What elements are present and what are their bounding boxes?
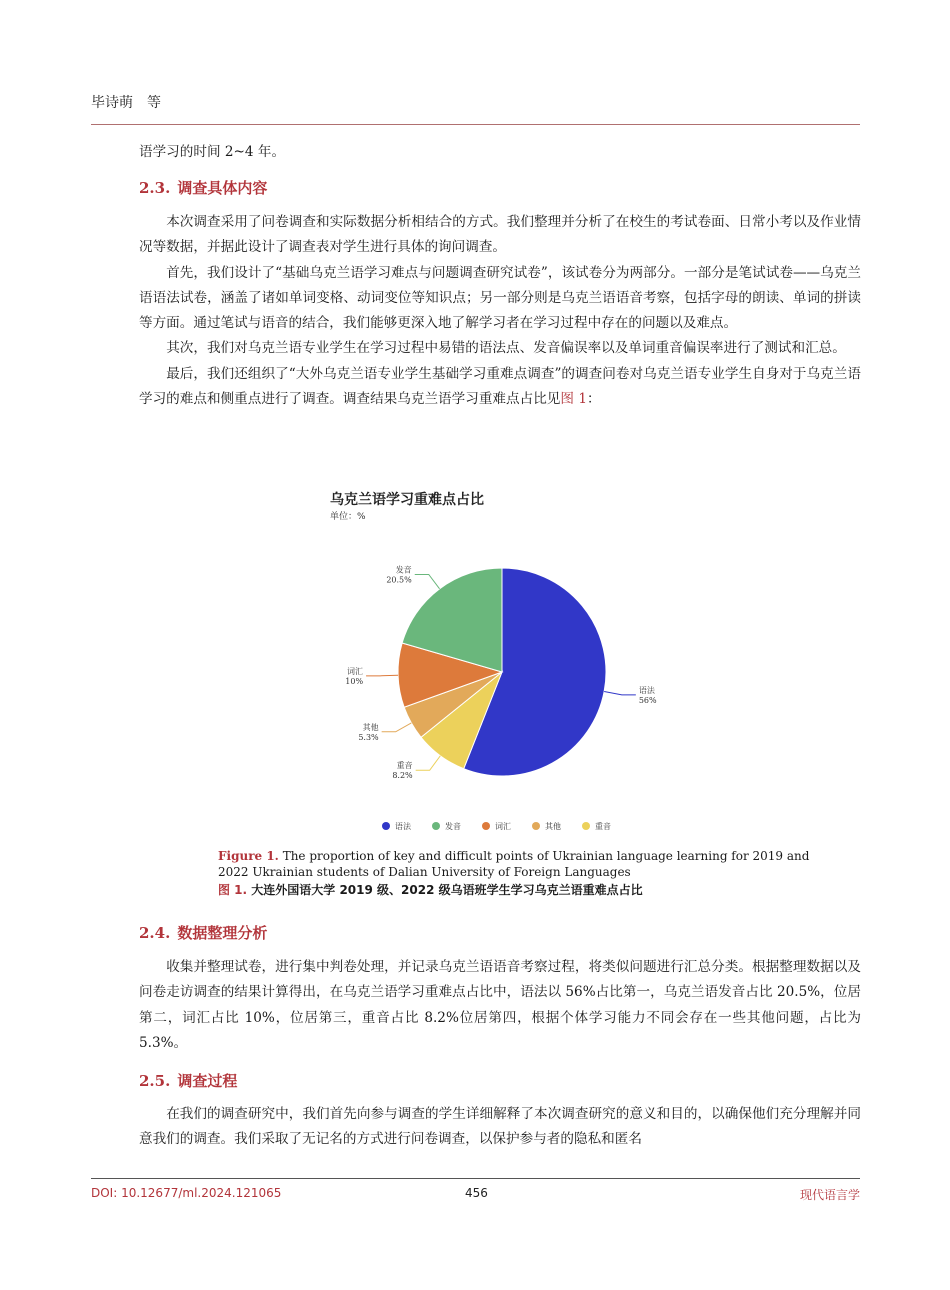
paragraph: 首先，我们设计了“基础乌克兰语学习难点与问题调查研究试卷”，该试卷分为两部分。一部分是笔试试卷——乌克兰语语法试卷，涵盖了诸如单词变格、动词变位等知识点；另一部分则是乌克兰语语音考察，包括字母的朗读、单词的拼读等方面。通过笔试与语音的结合，我们能够更深入地了解学习者在学习过程中存在的问题以及难点。 [139,264,861,332]
section-number: 2.5. [139,1072,171,1090]
section-heading-2-3 [139,177,267,198]
legend-label: 发音 [445,822,461,831]
section-title: 调查过程 [177,1072,238,1090]
leader-line [416,756,441,770]
paragraph [139,362,861,413]
paragraph-end: ： [586,391,601,408]
slice-label-name: 词汇 [347,666,364,676]
figure-label-cn: 图 1. [218,883,248,897]
footer-doi[interactable]: DOI: 10.12677/ml.2024.121065 [91,1186,282,1200]
legend-swatch [532,822,540,830]
slice-label-value: 56% [638,695,657,705]
caption-en-line1: The proportion of key and difficult points of Ukrainian language learning for 2019 and [282,849,810,863]
leader-line [415,574,440,588]
legend-label: 词汇 [495,822,511,831]
slice-label-name: 发音 [395,565,412,575]
section-number: 2.3. [139,179,171,197]
slice-label-name: 其他 [362,722,379,732]
footer-rule [91,1178,860,1179]
chart-title: 乌克兰语学习重难点占比 [330,492,484,508]
intro-fragment [139,140,861,165]
footer-journal-name: 现代语言学 [799,1188,860,1202]
paragraph: 收集并整理试卷，进行集中判卷处理，并记录乌克兰语语音考察过程，将类似问题进行汇总分类。根据整理数据以及问卷走访调查的结果计算得出，在乌克兰语学习重难点占比中，语法以 56%占比第一，乌克兰语发音占比 20.5%，位居第二，词汇占比 10%，位居第三，重音占比 8.2%位居第四，根据个体学习能力不同会存在一些其他问题，占比为 5.3%。 [139,959,861,1051]
slice-label-value: 10% [345,676,364,686]
paragraph: 本次调查采用了问卷调查和实际数据分析相结合的方式。我们整理并分析了在校生的考试卷面、日常小考以及作业情况等数据，并据此设计了调查表对学生进行具体的询问调查。 [139,214,861,256]
legend-label: 语法 [395,822,411,831]
legend-swatch [382,822,390,830]
caption-cn-text: 大连外国语大学 2019 级、2022 级乌语班学生学习乌克兰语重难点占比 [251,883,643,897]
leader-line [366,675,398,676]
section-title: 数据整理分析 [177,924,268,942]
caption-en-line2: 2022 Ukrainian students of Dalian University of Foreign Languages [218,865,631,879]
legend-label: 重音 [595,822,611,831]
paragraph: 在我们的调查研究中，我们首先向参与调查的学生详细解释了本次调查研究的意义和目的，以确保他们充分理解并同意我们的调查。我们采取了无记名的方式进行问卷调查，以保护参与者的隐私和匿名 [139,1106,861,1148]
page-number: 456 [465,1186,488,1200]
section-heading-2-5 [139,1070,237,1091]
pie-chart [330,480,657,831]
leader-line [604,691,636,694]
legend-swatch [582,822,590,830]
figure-caption-cn [218,881,643,898]
section-number: 2.4. [139,924,171,942]
figure-reference-link[interactable]: 图 1 [560,391,587,408]
slice-label-value: 5.3% [358,732,379,742]
legend-label: 其他 [545,822,561,831]
legend-swatch [432,822,440,830]
chart-subtitle: 单位：% [330,512,366,522]
figure-label-en: Figure 1. [218,849,279,863]
header-rule [91,124,860,125]
slice-label-value: 20.5% [386,575,412,585]
slice-label-name: 语法 [638,685,655,695]
intro-paragraph: 语学习的时间 2~4 年。 [139,144,286,160]
section-2-4-body [139,955,861,1056]
running-header-author: 毕诗萌 等 [91,95,161,111]
leader-line [382,723,412,732]
section-2-5-body [139,1102,861,1153]
section-2-3-body [139,210,861,412]
paragraph: 其次，我们对乌克兰语专业学生在学习过程中易错的语法点、发音偏误率以及单词重音偏误率进行了测试和汇总。 [166,340,846,357]
section-heading-2-4 [139,922,267,943]
slice-label-value: 8.2% [392,771,413,781]
slice-label-name: 重音 [396,761,413,771]
paragraph-text: 最后，我们还组织了“大外乌克兰语专业学生基础学习重难点调查”的调查问卷对乌克兰语专业学生自身对于乌克兰语学习的难点和侧重点进行了调查。调查结果乌克兰语学习重难点占比见 [139,365,861,408]
section-title: 调查具体内容 [177,179,268,197]
figure-caption-en [218,848,818,880]
legend-swatch [482,822,490,830]
